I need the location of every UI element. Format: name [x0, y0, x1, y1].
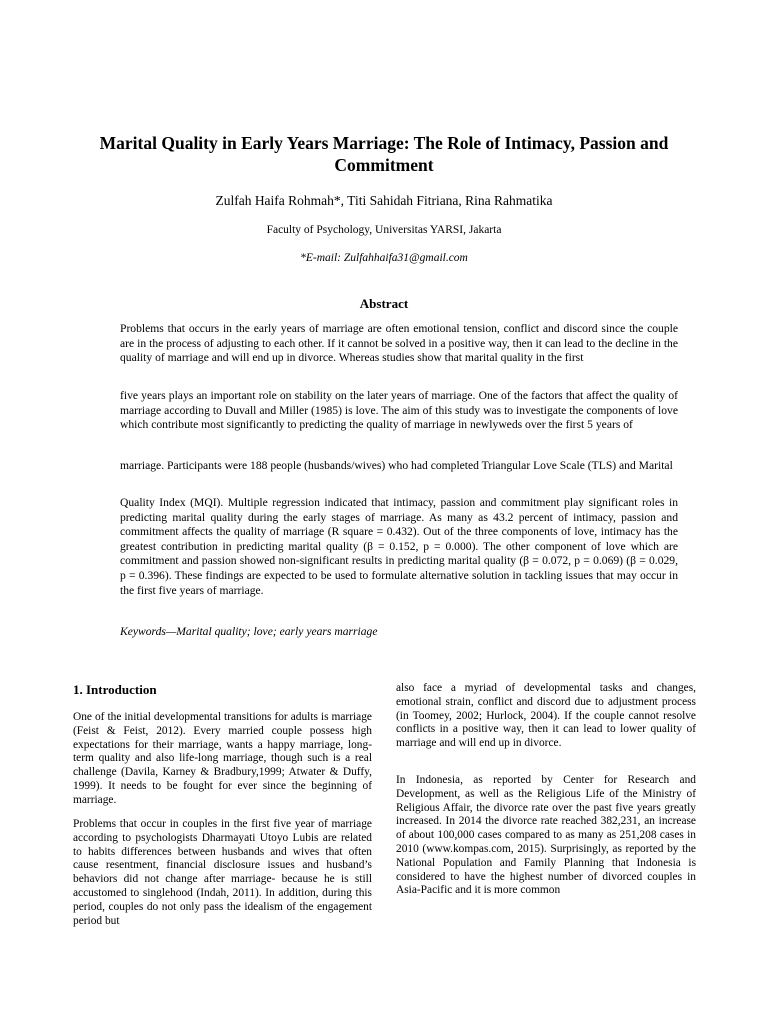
affiliation: Faculty of Psychology, Universitas YARSI, Jakarta: [266, 224, 502, 236]
keywords: Keywords—Marital quality; love; early years marriage: [120, 625, 378, 638]
abstract-paragraph: Problems that occurs in the early years of marriage are often emotional tension, conflict and discord since the couple are in the process of adjusting to each other. If it cannot be solved in a positive way, then it can lead to the decline in the quality of marriage and will end up in divorce. Whereas studies show that marital quality in the first: [120, 322, 678, 365]
author-list: Zulfah Haifa Rohmah*, Titi Sahidah Fitriana, Rina Rahmatika: [215, 193, 553, 208]
body-paragraph: also face a myriad of developmental tasks and changes, emotional strain, conflict and discord due to adjustment process (in Toomey, 2002; Hurlock, 2004). If the couple cannot resolve conflicts in a positive way, then it can lead to lower quality of marriage and will end up in divorce.: [396, 682, 696, 750]
abstract-paragraph: five years plays an important role on stability on the later years of marriage. One of the factors that affect the quality of marriage according to Duvall and Miller (1985) is love. The aim of this study was to investigate the components of love which contribute most significantly to predicting the quality of marriage in newlyweds over the first 5 years of: [120, 389, 678, 432]
section-heading-introduction: 1. Introduction: [73, 682, 157, 697]
body-paragraph: In Indonesia, as reported by Center for Research and Development, as well as the Religious Life of the Ministry of Religious Affair, the divorce rate over the past five years greatly increased. In 2014 the divorce rate reached 382,231, an increase of about 100,000 cases compared to as many as 251,208 cases in 2010 (www.kompas.com, 2015). Surprisingly, as reported by the National Population and Family Planning that Indonesia is considered to have the highest number of divorced couples in Asia-Pacific and it is more common: [396, 774, 696, 897]
paper-title: Marital Quality in Early Years Marriage: The Role of Intimacy, Passion and Commitment: [99, 133, 669, 175]
abstract-heading: Abstract: [359, 296, 409, 311]
body-paragraph: Problems that occur in couples in the first five year of marriage according to psychologists Dharmayati Utoyo Lubis are related to habits differences between husbands and wives that often cause resentment, financial disclosure issues and husband’s behaviors did not change after marriage- because he is still accustomed to singlehood (Indah, 2011). In addition, during this period, couples do not only pass the idealism of the engagement period but: [73, 818, 372, 927]
body-paragraph: One of the initial developmental transitions for adults is marriage (Feist & Feist, 2012). Every married couple possess high expectations for their marriage, wants a happy marriage, long-term quality and also life-long marriage, though such is a real challenge (Davila, Karney & Bradbury,1999; Atwater & Duffy, 1999). It needs to be fought for ever since the beginning of marriage.: [73, 711, 372, 806]
abstract-paragraph: Quality Index (MQI). Multiple regression indicated that intimacy, passion and commitment play significant roles in predicting marital quality during the early stages of marriage. As many as 43.2 percent of intimacy, passion and commitment affects the quality of marriage (R square = 0.432). Out of the three components of love, intimacy has the greatest contribution in predicting marital quality (β = 0.152, p = 0.000). The other component of love which are commitment and passion showed non-significant results in predicting marital quality (β = 0.072, p = 0.069) (β = 0.029, p = 0.396). These findings are expected to be used to formulate alternative solution in tackling issues that may occur in the first five years of marriage.: [120, 496, 678, 597]
abstract-paragraph: marriage. Participants were 188 people (husbands/wives) who had completed Triangular Love Scale (TLS) and Marital: [120, 459, 673, 472]
contact-email: *E-mail: Zulfahhaifa31@gmail.com: [300, 252, 468, 264]
